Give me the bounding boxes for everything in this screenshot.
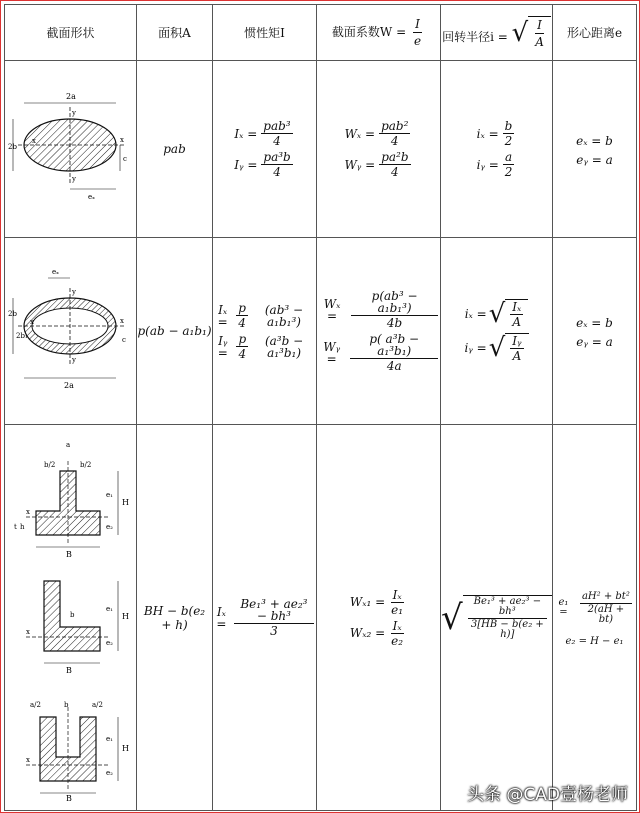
ey-value: eᵧ = a [576, 153, 613, 167]
header-inertia: 惯性矩I [213, 5, 317, 61]
label-c: c [121, 336, 126, 344]
wx-num: p(ab³ − a₁b₁³) [351, 290, 438, 316]
area-value: pab [163, 142, 186, 156]
label-x-right: x [119, 136, 124, 144]
label-y-bottom: y [71, 356, 76, 364]
label-x-left: x [29, 318, 34, 326]
label-c: c [122, 155, 127, 163]
ry-num: a [505, 150, 513, 164]
label-H: H [121, 611, 129, 621]
ix-label: Iₓ = [234, 126, 258, 141]
label-x-left: x [31, 137, 36, 145]
label-H: H [121, 497, 129, 507]
rx-den: A [512, 315, 522, 329]
area-cell [137, 238, 213, 425]
label-2a: 2a [65, 92, 76, 101]
label-e2: e₂ [105, 768, 113, 777]
ex-value: eₓ = b [576, 316, 613, 330]
label-a: a [65, 440, 70, 449]
wx1-label: Wₓ₁ = [349, 595, 386, 609]
r-den: 3[HB − b(e₂ + h)] [470, 618, 544, 640]
centroid-cell [553, 238, 637, 425]
ry-den: 2 [504, 165, 513, 179]
channel-section [26, 701, 129, 801]
label-x: x [25, 627, 30, 636]
wy-num: p( a³b − a₁³b₁) [350, 333, 438, 359]
shape-cell [5, 238, 137, 425]
area-cell [137, 61, 213, 238]
gyration-cell: √ $\frac{\text{Be₁³ + ae₂³ − bh³}}{\text{3[HB − b(e₂ + h)]}}$ [441, 425, 553, 811]
header-section-modulus [317, 5, 441, 61]
wy-den: 4a [386, 359, 402, 373]
gyration-cell: iₓ = √ $\frac{\text{Iₓ}}{A}$ iᵧ = √ $\frac{\text{Iᵧ}}{A}$ [441, 238, 553, 425]
ix-num: pab³ [263, 119, 291, 133]
header-modulus-den: e [413, 34, 422, 48]
label-B: B [65, 793, 72, 801]
label-b: b [63, 700, 68, 709]
label-b2-right: b/2 [79, 460, 91, 469]
ix-den: 4 [273, 134, 281, 148]
rx-num: b [504, 119, 513, 133]
area-value: BH − b(e₂ + h) [143, 603, 206, 632]
label-ex: eₓ [51, 268, 59, 276]
label-y-top: y [71, 109, 76, 117]
ry-label: iᵧ = [476, 157, 499, 172]
header-modulus-num: I [415, 17, 420, 31]
e1-den: 2(aH + bt) [587, 603, 625, 625]
ix-num: Be₁³ + ae₂³ − bh³ [234, 598, 314, 624]
e1-num: aH² + bt² [581, 590, 630, 602]
e1-label: e₁ = [558, 597, 569, 618]
iy-coef-num: p [238, 332, 247, 346]
iy-label: Iᵧ = [234, 157, 258, 172]
ix-coef-den: 4 [238, 316, 246, 330]
wx2-num: Iₓ [392, 618, 402, 633]
label-b: b [69, 610, 74, 619]
label-x: x [25, 755, 30, 764]
label-B: B [65, 665, 72, 675]
modulus-cell [317, 238, 441, 425]
iy-tail: (a³b − a₁³b₁) [264, 333, 304, 360]
label-ex: eₓ [87, 193, 95, 201]
centroid-cell [553, 425, 637, 811]
hollow-ellipse-diagram [8, 264, 134, 394]
wy-label: Wᵧ = [323, 339, 341, 366]
iy-num: pa³b [263, 150, 291, 164]
wy-den: 4 [391, 165, 399, 179]
label-e2: e₂ [105, 522, 113, 531]
header-area: 面积A [137, 5, 213, 61]
label-y-bottom: y [71, 175, 76, 183]
row-solid-ellipse [5, 61, 637, 238]
ix-label: Iₓ = [216, 604, 227, 631]
ey-value: eᵧ = a [576, 335, 613, 349]
rx-den: 2 [504, 134, 513, 148]
iy-coef-den: 4 [238, 347, 247, 361]
r-num: Be₁³ + ae₂³ − bh³ [468, 597, 547, 619]
wx-num: pab² [381, 119, 409, 133]
header-shape: 截面形状 [5, 5, 137, 61]
inertia-cell [213, 61, 317, 238]
gyration-cell [441, 61, 553, 238]
modulus-cell [317, 61, 441, 238]
shape-cell [5, 61, 137, 238]
ix-den: 3 [270, 624, 278, 638]
label-2b1: 2b₁ [15, 332, 28, 340]
shape-cell [5, 425, 137, 811]
rx-label: iₓ = [476, 126, 499, 141]
wy-num: pa²b [381, 150, 409, 164]
label-b2-left: b/2 [43, 460, 55, 469]
header-gyration-den: A [535, 34, 544, 49]
label-x-right: x [119, 317, 124, 325]
ry-num: Iᵧ [512, 334, 522, 348]
ry-den: A [512, 349, 522, 363]
iy-den: 4 [273, 165, 281, 179]
header-centroid: 形心距离e [553, 5, 637, 61]
label-t: t [13, 522, 17, 531]
label-e2: e₂ [105, 638, 113, 647]
wx-den: 4b [386, 316, 403, 330]
header-modulus-label: 截面系数W = [331, 25, 407, 39]
watermark: 头条 @CAD壹杨老师 [467, 785, 628, 805]
label-e1: e₁ [105, 490, 113, 499]
label-h: h [19, 522, 25, 531]
label-2b: 2b [7, 143, 17, 151]
label-e1: e₁ [105, 604, 113, 613]
wx-label: Wₓ = [323, 296, 341, 323]
label-a2-right: a/2 [91, 700, 103, 709]
ix-coef-num: p [238, 301, 246, 315]
wx1-den: e₁ [391, 602, 404, 617]
label-a2-left: a/2 [29, 700, 41, 709]
header-row [5, 5, 637, 61]
wx2-den: e₂ [391, 633, 404, 648]
t-section [14, 441, 129, 559]
l-section [26, 581, 129, 675]
wx1-num: Iₓ [392, 587, 402, 602]
iy-label: Iᵧ = [217, 333, 228, 360]
centroid-cell [553, 61, 637, 238]
label-e1: e₁ [105, 734, 113, 743]
solid-ellipse-diagram [8, 87, 134, 207]
modulus-cell [317, 425, 441, 811]
rx-label: iₓ = [464, 307, 487, 321]
header-gyration: 回转半径i = √ $\frac{I}{A}$ [441, 5, 553, 61]
area-value: p(ab − a₁b₁) [137, 324, 212, 338]
area-cell [137, 425, 213, 811]
inertia-cell [213, 425, 317, 811]
wy-label: Wᵧ = [344, 157, 376, 172]
tee-sections-diagram [8, 431, 134, 801]
wx-label: Wₓ = [344, 126, 376, 141]
row-hollow-ellipse [5, 238, 637, 425]
rx-num: Iₓ [512, 300, 522, 314]
label-2b: 2b [7, 310, 17, 318]
ry-label: iᵧ = [464, 341, 487, 355]
ix-tail: (ab³ − a₁b₁³) [264, 302, 304, 329]
wx-den: 4 [390, 134, 399, 148]
label-x: x [25, 507, 30, 516]
row-tee-sections [5, 425, 637, 811]
ex-value: eₓ = b [576, 134, 613, 148]
label-B: B [65, 549, 72, 559]
header-gyration-num: I [537, 17, 542, 32]
wx2-label: Wₓ₂ = [349, 626, 386, 640]
label-2a: 2a [63, 381, 74, 390]
label-H: H [121, 743, 129, 753]
label-y-top: y [71, 288, 76, 296]
header-gyration-label: 回转半径i = [442, 29, 508, 44]
inertia-cell [213, 238, 317, 425]
section-properties-table [4, 4, 637, 811]
ix-label: Iₓ = [217, 302, 228, 329]
e2-value: e₂ = H − e₁ [565, 635, 624, 647]
